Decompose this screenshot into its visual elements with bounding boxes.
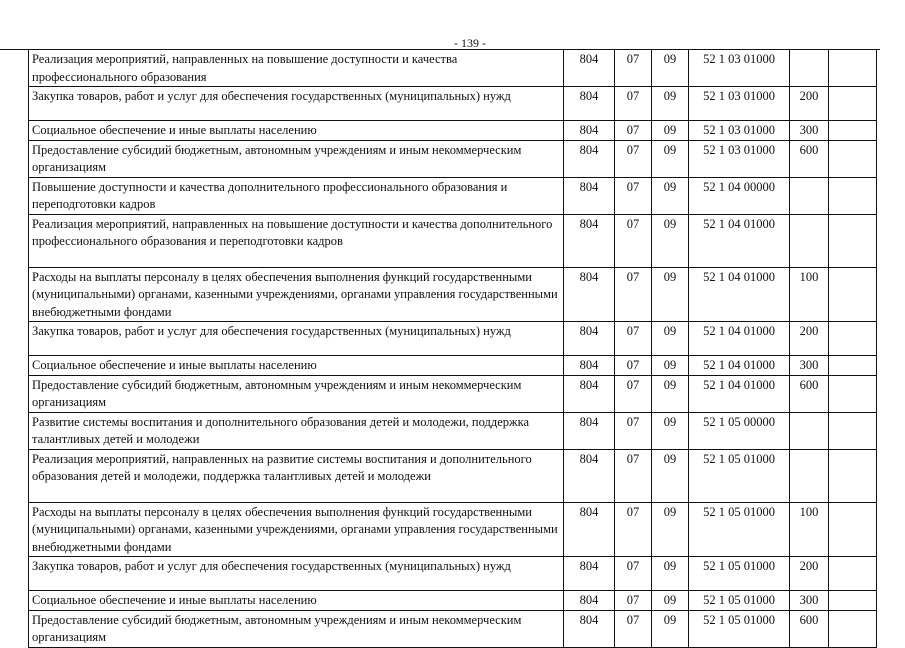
cell-vr: 300 <box>790 591 829 611</box>
cell-vr: 300 <box>790 121 829 141</box>
table-row <box>29 610 877 647</box>
cell-description: Предоставление субсидий бюджетным, автономным учреждениям и иным некоммерческим организациям <box>29 610 564 647</box>
cell-csr: 52 1 04 01000 <box>689 267 790 322</box>
cell-pr: 09 <box>652 557 689 591</box>
cell-amount <box>829 449 877 502</box>
cell-ved: 804 <box>564 121 615 141</box>
cell-description: Закупка товаров, работ и услуг для обеспечения государственных (муниципальных) нужд <box>29 557 564 591</box>
cell-vr <box>790 50 829 87</box>
cell-description: Расходы на выплаты персоналу в целях обеспечения выполнения функций государственными (муниципальными) органами, казенными учреждениями, органами управления государственными внебюджетными фондами <box>29 267 564 322</box>
cell-description: Предоставление субсидий бюджетным, автономным учреждениям и иным некоммерческим организациям <box>29 375 564 412</box>
cell-csr: 52 1 05 00000 <box>689 412 790 449</box>
cell-amount <box>829 356 877 376</box>
table-row <box>29 267 877 322</box>
cell-pr: 09 <box>652 267 689 322</box>
cell-amount <box>829 267 877 322</box>
cell-rz: 07 <box>615 87 652 121</box>
cell-vr: 200 <box>790 322 829 356</box>
cell-pr: 09 <box>652 356 689 376</box>
cell-rz: 07 <box>615 50 652 87</box>
cell-vr: 600 <box>790 140 829 177</box>
cell-csr: 52 1 05 01000 <box>689 591 790 611</box>
cell-pr: 09 <box>652 322 689 356</box>
cell-description: Расходы на выплаты персоналу в целях обеспечения выполнения функций государственными (муниципальными) органами, казенными учреждениями, органами управления государственными внебюджетными фондами <box>29 502 564 557</box>
cell-pr: 09 <box>652 177 689 214</box>
cell-rz: 07 <box>615 449 652 502</box>
cell-rz: 07 <box>615 375 652 412</box>
cell-rz: 07 <box>615 557 652 591</box>
cell-csr: 52 1 05 01000 <box>689 502 790 557</box>
cell-description: Реализация мероприятий, направленных на повышение доступности и качества профессионального образования <box>29 50 564 87</box>
table-body <box>29 50 877 648</box>
table-row <box>29 214 877 267</box>
cell-ved: 804 <box>564 591 615 611</box>
cell-pr: 09 <box>652 121 689 141</box>
cell-rz: 07 <box>615 322 652 356</box>
cell-amount <box>829 375 877 412</box>
cell-description: Развитие системы воспитания и дополнительного образования детей и молодежи, поддержка талантливых детей и молодежи <box>29 412 564 449</box>
cell-csr: 52 1 03 01000 <box>689 50 790 87</box>
table-row <box>29 322 877 356</box>
cell-rz: 07 <box>615 412 652 449</box>
cell-pr: 09 <box>652 591 689 611</box>
cell-csr: 52 1 04 00000 <box>689 177 790 214</box>
cell-ved: 804 <box>564 322 615 356</box>
cell-description: Закупка товаров, работ и услуг для обеспечения государственных (муниципальных) нужд <box>29 87 564 121</box>
cell-ved: 804 <box>564 502 615 557</box>
cell-csr: 52 1 05 01000 <box>689 610 790 647</box>
cell-vr: 200 <box>790 557 829 591</box>
cell-amount <box>829 214 877 267</box>
cell-description: Закупка товаров, работ и услуг для обеспечения государственных (муниципальных) нужд <box>29 322 564 356</box>
cell-ved: 804 <box>564 610 615 647</box>
cell-rz: 07 <box>615 121 652 141</box>
table-row <box>29 140 877 177</box>
cell-description: Предоставление субсидий бюджетным, автономным учреждениям и иным некоммерческим организациям <box>29 140 564 177</box>
cell-rz: 07 <box>615 267 652 322</box>
cell-vr: 200 <box>790 87 829 121</box>
cell-amount <box>829 412 877 449</box>
cell-amount <box>829 140 877 177</box>
cell-ved: 804 <box>564 449 615 502</box>
cell-ved: 804 <box>564 50 615 87</box>
cell-ved: 804 <box>564 412 615 449</box>
cell-vr: 100 <box>790 267 829 322</box>
cell-ved: 804 <box>564 140 615 177</box>
cell-ved: 804 <box>564 375 615 412</box>
cell-amount <box>829 87 877 121</box>
cell-rz: 07 <box>615 610 652 647</box>
cell-pr: 09 <box>652 214 689 267</box>
cell-amount <box>829 610 877 647</box>
cell-vr: 300 <box>790 356 829 376</box>
cell-csr: 52 1 05 01000 <box>689 449 790 502</box>
cell-pr: 09 <box>652 140 689 177</box>
cell-pr: 09 <box>652 610 689 647</box>
cell-csr: 52 1 03 01000 <box>689 121 790 141</box>
cell-description: Социальное обеспечение и иные выплаты населению <box>29 356 564 376</box>
cell-amount <box>829 50 877 87</box>
table-row <box>29 591 877 611</box>
cell-vr: 100 <box>790 502 829 557</box>
cell-rz: 07 <box>615 591 652 611</box>
cell-ved: 804 <box>564 214 615 267</box>
cell-pr: 09 <box>652 412 689 449</box>
cell-ved: 804 <box>564 267 615 322</box>
cell-rz: 07 <box>615 177 652 214</box>
cell-amount <box>829 322 877 356</box>
cell-vr <box>790 214 829 267</box>
table-row <box>29 502 877 557</box>
cell-amount <box>829 121 877 141</box>
cell-ved: 804 <box>564 177 615 214</box>
table-row <box>29 449 877 502</box>
cell-rz: 07 <box>615 140 652 177</box>
cell-ved: 804 <box>564 87 615 121</box>
cell-csr: 52 1 03 01000 <box>689 140 790 177</box>
cell-amount <box>829 557 877 591</box>
table-row <box>29 87 877 121</box>
cell-pr: 09 <box>652 50 689 87</box>
cell-vr <box>790 177 829 214</box>
table-row <box>29 375 877 412</box>
table-row <box>29 412 877 449</box>
table-row <box>29 177 877 214</box>
cell-rz: 07 <box>615 214 652 267</box>
page-number: - 139 - <box>454 36 486 50</box>
cell-pr: 09 <box>652 87 689 121</box>
cell-ved: 804 <box>564 557 615 591</box>
budget-table-viewport <box>0 49 905 644</box>
table-row <box>29 50 877 87</box>
cell-description: Социальное обеспечение и иные выплаты населению <box>29 591 564 611</box>
cell-description: Реализация мероприятий, направленных на повышение доступности и качества дополнительного профессионального образования и переподготовки кадров <box>29 214 564 267</box>
cell-pr: 09 <box>652 449 689 502</box>
cell-pr: 09 <box>652 502 689 557</box>
table-row <box>29 121 877 141</box>
cell-vr <box>790 449 829 502</box>
table-row <box>29 356 877 376</box>
cell-csr: 52 1 04 01000 <box>689 375 790 412</box>
table-row <box>29 557 877 591</box>
cell-amount <box>829 591 877 611</box>
cell-description: Социальное обеспечение и иные выплаты населению <box>29 121 564 141</box>
cell-amount <box>829 177 877 214</box>
cell-ved: 804 <box>564 356 615 376</box>
cell-amount <box>829 502 877 557</box>
cell-rz: 07 <box>615 502 652 557</box>
cell-csr: 52 1 03 01000 <box>689 87 790 121</box>
cell-description: Повышение доступности и качества дополнительного профессионального образования и переподготовки кадров <box>29 177 564 214</box>
cell-csr: 52 1 04 01000 <box>689 214 790 267</box>
cell-vr: 600 <box>790 375 829 412</box>
cell-pr: 09 <box>652 375 689 412</box>
cell-rz: 07 <box>615 356 652 376</box>
cell-csr: 52 1 05 01000 <box>689 557 790 591</box>
budget-table <box>28 49 877 648</box>
cell-csr: 52 1 04 01000 <box>689 322 790 356</box>
cell-csr: 52 1 04 01000 <box>689 356 790 376</box>
cell-description: Реализация мероприятий, направленных на развитие системы воспитания и дополнительного образования детей и молодежи, поддержка талантливых детей и молодежи <box>29 449 564 502</box>
cell-vr: 600 <box>790 610 829 647</box>
cell-vr <box>790 412 829 449</box>
